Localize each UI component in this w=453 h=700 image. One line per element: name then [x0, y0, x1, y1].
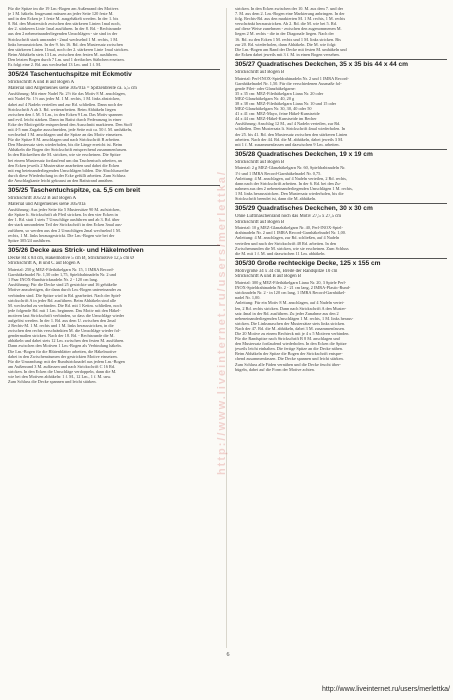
body-text-line: der 25. bis 41. Rd. den Mustersatz zwischen den stärkeren Linien	[235, 131, 348, 137]
body-text-line: der 1. Rd. statt 1 stets 7 Umschläge ausführen und ab 3. Rd. über	[8, 217, 120, 223]
body-text-line: Anleitung: 4 M. anschlagen, auf 4 Nadeln verteilen, 2 Rd. rechts,	[235, 175, 348, 181]
body-text-line: stricken. In den Ecken die Umschläge verdoppeln, dann die M.	[8, 368, 117, 374]
body-text-line: mit eng beieinanderliegenden Umschlägen bilden. Die Abschlussreihe	[8, 167, 129, 173]
body-text-line: der stark umrandeten Teil der Strickschrift in den Ecken 3mal aus-	[8, 222, 123, 228]
left-column	[8, 6, 220, 386]
body-text-line: bei einem Mustersatz fortlaufend um das Taschentuch arbeiten, an	[8, 157, 122, 163]
body-text-line: die Ecken dabei jeweils mit 3 f. M. in einen Bogen versehen.	[235, 51, 340, 57]
body-text-line: Es folgt eine 2. Rd. aus wechselnd 13 Lm. und 1 f. M.	[8, 62, 101, 68]
body-text-line: Für die Umrandung: mit der Rundstricknadel aus jedem Lm.-Bogen	[8, 358, 125, 364]
body-text-line: die M. mit 1 f. M. und dazwischen 11 Lm. abhäkeln.	[235, 250, 326, 256]
body-text-line: Zum Schluss die Decke spannen und leicht stärken.	[8, 379, 97, 385]
body-text-line: zwischen den f. M. 5 Lm., in den Ecken 9 Lm. Das Motiv spannen	[8, 111, 123, 117]
body-text-line: Ausführung: Mit einer Nadel Nr. 2½ für das Motiv 8 M. anschlagen,	[8, 91, 126, 97]
body-text-line: die Anschlagkante leicht gekraust an den Batistrand annähen.	[8, 177, 114, 183]
body-text-line: Anleitung: Für ein Motiv 8 M. anschlagen, auf 4 Nadeln vertei-	[235, 300, 345, 306]
pattern-section	[235, 149, 447, 201]
body-text-line: stricken. In den Ecken zwischen der 10. M. aus dem 7. und der	[235, 6, 344, 11]
body-text-line: schließen. Den Mustersatz lt. Strickschrift 4mal wiederholen. In	[235, 126, 346, 132]
body-text-line: 7. M. aus dem 2. Lm.-Bogen eine Markierung anbringen. In der	[235, 11, 345, 17]
body-text-line: 41 x 41 cm: MEZ-Mayo, feine Häkel-Kunstseide	[235, 111, 320, 117]
body-text-line: zur 20. Rd. wiederholen, dann Abhäkeln. Die M. wie folgt:	[235, 41, 337, 47]
body-text-line: Beim Abhäkeln der Spitze die Bogen der Strickschrift entspre-	[235, 351, 343, 357]
body-text-line: Abhäkeln die Bogen der Strickschrift entsprechend zusammenfassen.	[8, 147, 128, 153]
body-text-line: rechts, 1 M. links herausgestrickt. Die Lm.-Bogen wie bei der	[8, 232, 115, 238]
section-meta-line: Motivgröße 34 x 34 cm, Breite der Randspitze 10 cm	[235, 268, 338, 274]
body-text-line: gende Filet- oder Glanzhäkelgarne:	[235, 85, 296, 91]
body-text-line: und in den Ecken je 1 feste M. ausgehäkelt werden. In der 1. bis	[8, 16, 119, 22]
body-text-line: Garnhäkelnadel Nr. 1,50 oder 1,75, Spieldrahtnadeln Nr. 2 und	[8, 272, 116, 278]
pattern-section	[235, 59, 447, 147]
body-text-line: Zum Schluss alle Fäden vernähen und die Decke feucht über-	[235, 361, 341, 367]
body-text-line: und evtl. leicht stärken. Dann im Batist durch Federanzug in einer	[8, 116, 122, 122]
section-meta-line: Strickschrift auf Bogen B	[235, 219, 285, 225]
body-text-line: mit 4-5 mm Zugabe ausschneiden, jede Seite mit ca. 50 f. M. umhäkeln,	[8, 126, 132, 132]
body-text-line: folg. Rechts-Rd. aus den markierten M. 1 M. rechts, 1 M. rechts	[235, 16, 346, 22]
body-text-line: verschränkt herausstricken. Ab 2. Rd. die M. wie bei 5. Rd.	[235, 21, 337, 27]
section-meta-line: Ohne Luftmaschenrand noch das Motiv 27,5 x 27,5 cm	[235, 214, 342, 220]
section-meta-line: Strickschrift 305/22 B auf Bogen A	[8, 196, 77, 201]
section-heading: 305/27 Quadratisches Deckchen, 35 x 35 bis 44 x 44 cm	[235, 59, 447, 69]
body-text-line: 2 Rechts-M. 1 M. rechts und 1 M. links herausstricken, in die	[8, 323, 114, 329]
body-text-line: chend zusammenfassen. Die Decke spannen und leicht stärken.	[235, 356, 344, 362]
side-watermark: http://www.liveinternet.ru/users/merlettka/	[216, 170, 228, 476]
body-text-line: Für die Spitze 8 M. anschlagen und nach Strickschrift B arbeiten.	[8, 137, 121, 143]
body-text-line: dann nach der Strickschrift arbeiten. In der 6. Rd. bei den Zu-	[235, 180, 341, 186]
body-text-line: drahtnadeln Nr. 2 und 1 IMRA Record-Garnhäkelnadel Nr. 1,00.	[235, 230, 346, 236]
body-text-line: dabei auf 4 Nadeln verteilen und zur Rd. schließen. Dann noch der	[8, 101, 123, 107]
body-text-line: jede folgende Rd. mit 1 Lm. beginnen. Das Motiv mit den Häkel-	[8, 307, 121, 313]
body-text-line: Strickschrift A ab 3. Rd. weiterarbeiten. Beim Abhäkeln liegen	[8, 106, 116, 112]
body-text-line: Beim Abhäkeln stets 13 Lm. zwischen den festen M. ausführen.	[8, 51, 118, 57]
body-text-line: der 2. stärkeren Linie 1mal ausführen. In der 8. Rd. - Rechtsrunde	[8, 26, 122, 32]
body-text-line: 16. Rd. zu den Ecken 1 M. rechts und 1 M. links stricken. Bis	[235, 36, 341, 42]
body-text-line: auf diese Weise zunehmen - zwischen den zugenommenen M.	[235, 26, 342, 32]
body-text-line: Nach der 47. Rd. die M. abhäkeln, dabei 3 M. zusammenfassen.	[235, 325, 346, 331]
body-text-line: Die Lm.-Bogen für die Blütenblätter arbeiten, die Häkelmotive	[8, 348, 117, 354]
body-text-line: zuführen, so werden aus den 2 Umschlägen 2mal wechselnd 1 M.	[8, 227, 121, 233]
body-text-line: aufgelöst werden. In der 1. Rd. aus dem U. zwischen den 2mal	[8, 317, 116, 323]
section-meta-line: Strickschrift auf Bogen B	[235, 159, 285, 165]
body-text-line: gendermaßen stricken. Nach der 18. Rd. - Rechtsrunde die M.	[8, 333, 115, 339]
body-text-line: verbinden sind. Die Spitze wird in Rd. gearbeitet. Nach der Spiel-	[8, 292, 122, 298]
body-text-line: strickschrift A in jeder Rd. ausführen. Beim Abhäkeln sind alle	[8, 297, 116, 303]
section-meta-line: Decke 84 x 84 cm, Häkelmotive 5 cm Ø, Strickmotive 12,5 cm Ø	[8, 255, 134, 261]
section-heading: 305/26 Decke aus Strick- und Häkelmotiven	[8, 245, 220, 255]
body-text-line: Ausführung: Aus jeder Seite für 5 Mustersätze 90 M. aufstricken,	[8, 207, 121, 213]
body-text-line: Für die Randspitze nach Strickschrift B 8 M. anschlagen und	[235, 336, 340, 342]
section-heading: 305/24 Taschentuchspitze mit Eckmotiv	[8, 69, 220, 79]
body-text-line: motiven laut Strickschrift verbinden, so dass die Umschläge wieder	[8, 312, 125, 318]
body-text-line: dabei in den Zwischenräumen der gestrickten Motive einsetzen.	[8, 353, 118, 359]
body-text-line: Dann zwischen den Motiven 1 Lm.-Bogen als Verbindung häkeln.	[8, 343, 122, 349]
body-text-line: arbeiten. Nach der 44. Rd. die M. abhäkeln, dabei jeweils 3 M.	[235, 136, 343, 142]
body-text-line: wie bei den Motiven abhäkeln: 1 f. M., 12 Lm., 1 f. M. usw.	[8, 374, 112, 379]
body-text-line: 35 x 35 cm: MEZ-Filethäkelgarn Liana Nr. 20 oder	[235, 90, 324, 96]
body-text-line: 38 x 38 cm: MEZ-Filethäkelgarn Liana Nr. 10 und 15 oder	[235, 101, 337, 106]
body-text-line: wechselnd 1 M. anschlagen und die Spitze an das Motiv einsetzen.	[8, 132, 123, 138]
body-text-line: den Ecken jeweils 2 Mustersätze anarbeiten und dabei die Ecken	[8, 162, 120, 168]
pattern-section	[8, 6, 220, 67]
body-text-line: durch diese Wiederholung in der Ecke gefüllt arbeiten. Zum Schluss	[8, 172, 126, 178]
body-text-line: zwischen den rechts verschränkten M. die Umschläge wieder fol-	[8, 328, 121, 334]
body-text-line: verteilen und nach der Strickschrift 48 Rd. arbeiten. In den	[235, 240, 337, 246]
body-text-line: Garnhäkelnadel Nr. 1,50. Für die verschiedenen Ausmaße fol-	[235, 80, 342, 86]
body-text-line: Material: 300 g MEZ-Filethäkelgarn Liana Nr. 20, 3 Spiele Perl-	[235, 280, 347, 286]
body-text-line: den stärkeren Linien 11mal, noch der 2. stärkeren Linie 1mal stricken.	[8, 46, 129, 52]
body-text-line: mit Nadel Nr. 1½ aus jeder M. 1 M. rechts, 1 M. links abstricken,	[8, 96, 121, 102]
body-text-line: Ausführung: Anschlag 12 M., auf 4 Nadeln verteilen, zur Rd.	[235, 121, 341, 127]
body-text-line: mit 1 f. M. zusammenfassen und dazwischen 9 Lm. arbeiten.	[235, 141, 340, 147]
body-text-line: Für die Spitze im die 19 Lm.-Bogen am Außenrand des Motives	[8, 6, 119, 11]
body-text-line: In den Rückreihen die M. stricken, wie sie erscheinen. Die Spitze	[8, 152, 121, 158]
body-text-line: 44 x 44 cm: MEZ-Häkel-Kunstseide im Becher	[235, 116, 317, 122]
body-text-line: Ausführung: Für die Decke sind 25 gestrickte und 16 gehäkelte	[8, 282, 117, 288]
body-text-line: Zwischenrunden die M. stricken, wie sie erscheinen. Zum Schluss	[235, 245, 349, 251]
body-text-line: 1 Paar INOX-Rundstricknadeln Nr. 2 - 120 cm lang.	[8, 277, 98, 283]
body-text-line: aus den 2 nebeneinanderliegenden Umschlägen - sie sind in der	[8, 31, 118, 37]
body-text-line: am Außenrand 3 M. auffassen und nach Strickschrift C 16 Rd.	[8, 363, 116, 369]
body-text-line: links herausstricken. In der 9. bis 16. Rd. den Mustersatz zwischen	[8, 41, 123, 47]
pattern-section	[235, 258, 447, 372]
body-text-line: Den letzten Bogen durch 7 Lm. und 1 dreifaches Stäbchen ersetzen.	[8, 56, 125, 62]
body-text-line: nebeneinanderliegenden Umschlägen 1 M. rechts, 1 M. links heraus-	[235, 315, 354, 321]
pattern-section	[8, 245, 220, 384]
body-text-line: stricknadeln Nr. 2 - in 120 cm lang, 1 IMRA Record-Garnhäkel-	[235, 290, 346, 296]
body-text-line: satz 4mal in der Rd. ausführen. Zu jeder Zunahme aus den 2	[235, 310, 339, 316]
body-text-line: nadel Nr. 1,00.	[235, 295, 261, 301]
body-text-line: MEZ-Glanzhäkelgarn Nr. 40, 20 g	[235, 95, 295, 101]
body-text-line: jeweils leicht einhalten. Die fertige Spitze an die Decke nähen.	[235, 346, 343, 352]
section-meta-line: Strickschrift A und B auf Bogen A	[8, 80, 75, 86]
section-meta-line: Strickschrift auf Bogen B	[235, 69, 285, 75]
body-text-line: Material: 2 g MEZ-Glanzhäkelgarn Nr. 60, Spieldrahtnadeln Nr.	[235, 165, 346, 171]
body-text-line: liegen 2 M. rechts - die in der Diagonale liegen. Nach der	[235, 31, 334, 37]
body-text-line: Die Lm.-Bogen am Rand der Decke mit festen M. umhäkeln und	[235, 46, 347, 52]
body-text-line: stricken. Die Linksmaschen der Mustersätze stets links stricken.	[235, 320, 346, 326]
section-meta-line: Strickschrift A und B auf Bogen B	[235, 274, 302, 280]
section-heading: 305/29 Quadratisches Deckchen, 30 x 30 cm	[235, 203, 447, 213]
body-text-line: Strickschrift stark umrandet - 2mal wechselnd 1 M. rechts, 1 M.	[8, 36, 119, 42]
body-text-line: MEZ-Glanzhäkelgarn Nr. 30, 30, 40 oder 50	[235, 106, 312, 112]
body-text-line: abhäkeln und dabei stets 12 Lm. zwischen den festen M. ausführen.	[8, 338, 125, 344]
body-text-line: nahmen aus den 2 nebeneinanderliegenden Umschlägen 1 M. rechts,	[235, 185, 353, 191]
body-text-line: 1 M. links herausstricken. Den Mustersatz wiederholen, bis die	[235, 190, 344, 196]
footer-url: http://www.liveinternet.ru/users/merlettka/	[322, 686, 450, 693]
body-text-line: INOX-Spieldrahtnadeln Nr. 2 - 21 cm lang, 2 IMRA-Plastic-Rund-	[235, 285, 351, 291]
body-text-line: M. wechselnd zu verbinden. Die Rd. mit 1 Kettm. schließen, noch	[8, 302, 122, 308]
body-text-line: 1½ und 1 IMRA Record-Garnhäkelnadel Nr. 0,75.	[235, 170, 322, 176]
section-meta-line: Material und Allgemeines siehe 305/01a = Spitzenbreite ca. 5,5 cm	[8, 85, 137, 91]
body-text-line: Spitze 305/24 ausführen.	[8, 237, 51, 243]
body-text-line: Strickschrift beendet ist, dann die M. abhäkeln.	[235, 196, 317, 201]
body-text-line: len, 2 Rd. rechts stricken. Dann nach Strickschrift A den Muster-	[235, 305, 347, 311]
body-text-line: Den Mustersatz stets wiederholen, bis die Länge erreicht ist. Beim	[8, 142, 123, 148]
pattern-section	[235, 6, 447, 57]
body-text-line: Ecke der Motivgröße entsprechend den Ausschnitt markieren. Den Stoff	[8, 121, 133, 127]
body-text-line: Anleitung: 4 M. anschlagen, zur Rd. schließen, auf 4 Nadeln	[235, 235, 340, 241]
section-heading: 305/25 Taschentuchspitze, ca. 5,5 cm breit	[8, 185, 220, 195]
pattern-section	[8, 69, 220, 183]
body-text-line: 8. Rd. den Musterstich zwischen den stärkeren Linien 1mal noch,	[8, 21, 121, 27]
pattern-section	[8, 185, 220, 243]
body-text-line: den Mustersatz fortlaufend wiederholen. In den Ecken die Spitze	[235, 341, 347, 347]
body-text-line: je 1 M. häkeln. Insgesamt müssen an jeder Seite 120 feste M.	[8, 11, 114, 17]
body-text-line: Material: 250 g MEZ-Filethäkelgarn Nr. 15, 1 IMRA Record-	[8, 267, 114, 273]
right-column	[235, 6, 447, 374]
section-heading: 305/30 Große rechteckige Decke, 125 x 155 cm	[235, 258, 447, 268]
page-number: 6	[226, 652, 230, 658]
section-meta-line: Strickschrift A, B und C auf Bogen A	[8, 261, 80, 267]
body-text-line: Material: 10 g MEZ-Glanzhäkelgarn Nr. 40, Perl-INOX-Spiel-	[235, 225, 343, 231]
section-meta-line: Material und Allgemeines siehe 305/01a	[8, 201, 86, 207]
body-text-line: bügeln, dabei auf die Form der Motive achten.	[235, 366, 315, 372]
section-heading: 305/28 Quadratisches Deckchen, 19 x 19 cm	[235, 149, 447, 159]
body-text-line: Motive anzufertigen, die dann durch Lm.-Bogen untereinander zu	[8, 287, 122, 293]
pattern-section	[235, 203, 447, 256]
body-text-line: Material: Perl-INOX-Spieldrahtnadeln Nr. 2 und 1 IMRA Record-	[235, 75, 349, 81]
body-text-line: die Spitze lt. Strickschrift ab Pfeil stricken. In den vier Ecken in	[8, 212, 118, 218]
body-text-line: Die 20 Motive zu einem Rechteck mit je 4 x 5 Motiven verbinden.	[235, 330, 350, 336]
